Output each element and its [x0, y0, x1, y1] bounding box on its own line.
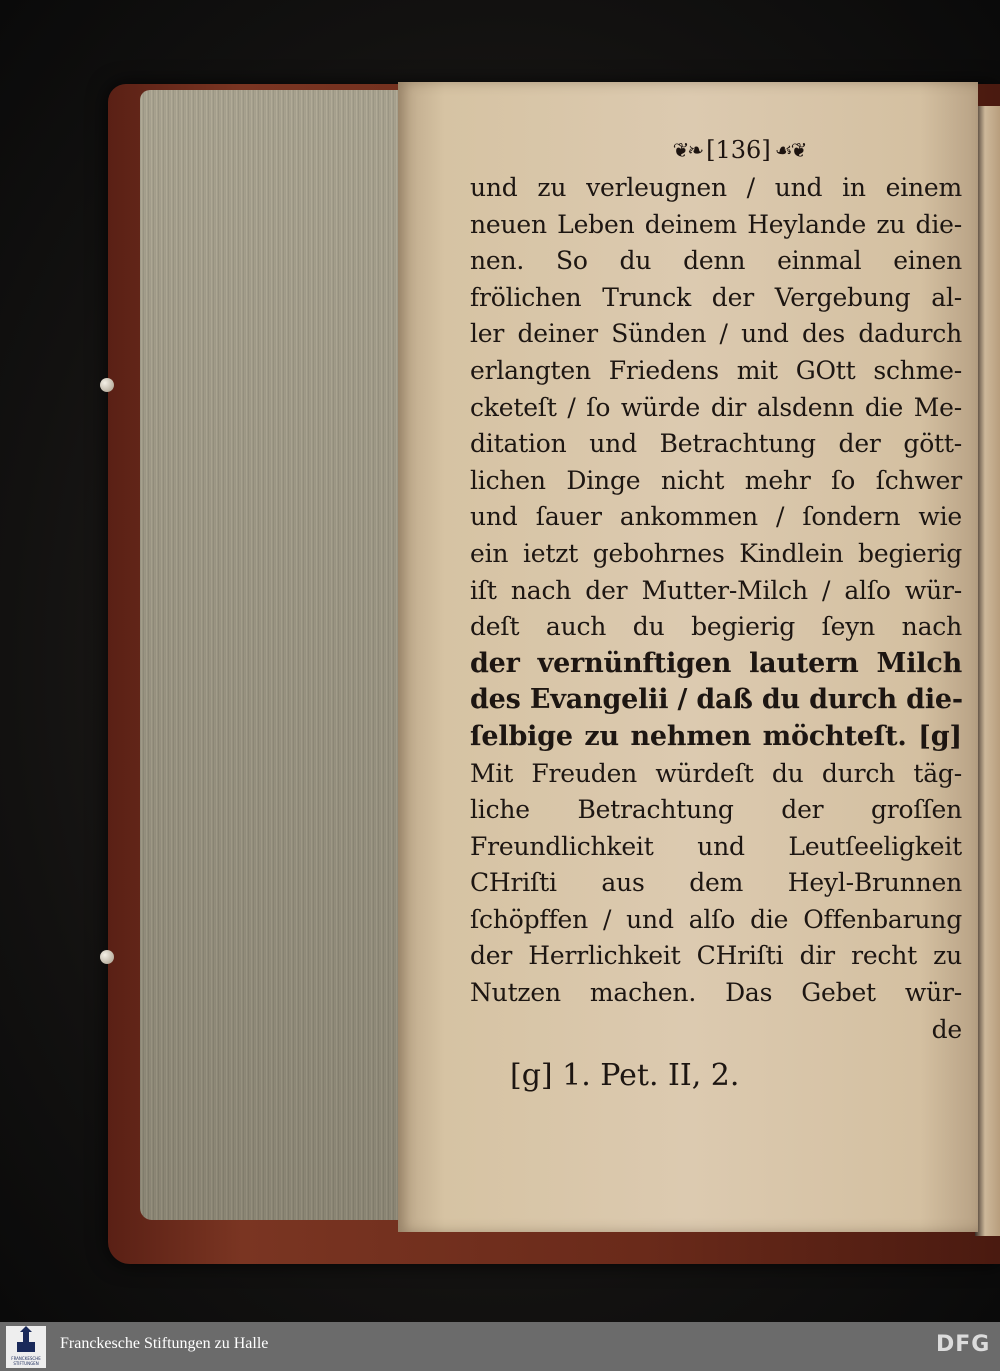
page-header — [644, 132, 834, 168]
text-line: ſelbige zu nehmen möchteſt. [g] — [470, 720, 962, 752]
text-line: nen. So du denn einmal einen — [470, 246, 962, 276]
text-line: ein ietzt gebohrnes Kindlein begierig — [470, 538, 962, 568]
building-icon — [6, 1326, 46, 1356]
text-line: und zu verleugnen / und in einem — [470, 173, 962, 202]
text-line: ſchöpffen / und alſo die Offenbarung — [470, 904, 962, 934]
text-line: neuen Leben deinem Heylande zu die- — [470, 209, 962, 239]
text-line: Freundlichkeit und Leutſeeligkeit — [470, 831, 962, 861]
clasp-pin-icon — [100, 378, 114, 392]
dfg-logo[interactable]: DFG — [936, 1332, 991, 1357]
page-number: [136] — [706, 136, 771, 164]
text-line: ditation und Betrachtung der gött- — [470, 429, 962, 459]
clasp-pin-icon — [100, 950, 114, 964]
text-line: CHriſti aus dem Heyl-Brunnen — [470, 868, 962, 898]
text-line: Mit Freuden würdeſt du durch täg- — [470, 758, 962, 788]
page-body — [470, 170, 962, 1048]
text-line: cketeſt / ſo würde dir alsdenn die Me- — [470, 392, 962, 422]
page-edges — [140, 90, 405, 1220]
logo-caption: FRANCKESCHE STIFTUNGEN — [11, 1356, 41, 1366]
text-line: lichen Dinge nicht mehr ſo ſchwer — [470, 465, 962, 495]
institution-name: Franckesche Stiftungen zu Halle — [60, 1335, 269, 1352]
text-line: ler deiner Sünden / und des dadurch — [470, 319, 962, 349]
ornament-left-icon: ❦❧ — [672, 138, 703, 162]
text-line: Nutzen machen. Das Gebet wür- — [470, 978, 962, 1008]
text-line: liche Betrachtung der groſſen — [470, 795, 962, 825]
text-line: des Evangelii / daß du durch die- — [470, 684, 963, 716]
facing-page-edge — [975, 106, 1000, 1236]
text-line: erlangten Friedens mit GOtt schme- — [470, 355, 962, 385]
text-line: der Herrlichkeit CHriſti dir recht zu — [470, 941, 962, 971]
footnote: [g] 1. Pet. II, 2. — [510, 1058, 740, 1093]
text-line: der vernünftigen lautern Milch — [470, 647, 962, 679]
text-line: und ſauer ankommen / ſondern wie — [470, 502, 962, 532]
ornament-right-icon: ☙❦ — [774, 138, 806, 162]
text-line: frölichen Trunck der Vergebung al- — [470, 282, 962, 312]
catchword: de — [931, 1014, 962, 1044]
text-line: iſt nach der Mutter-Milch / alſo wür- — [470, 575, 962, 605]
text-line: deſt auch du begierig ſeyn nach — [470, 612, 962, 642]
